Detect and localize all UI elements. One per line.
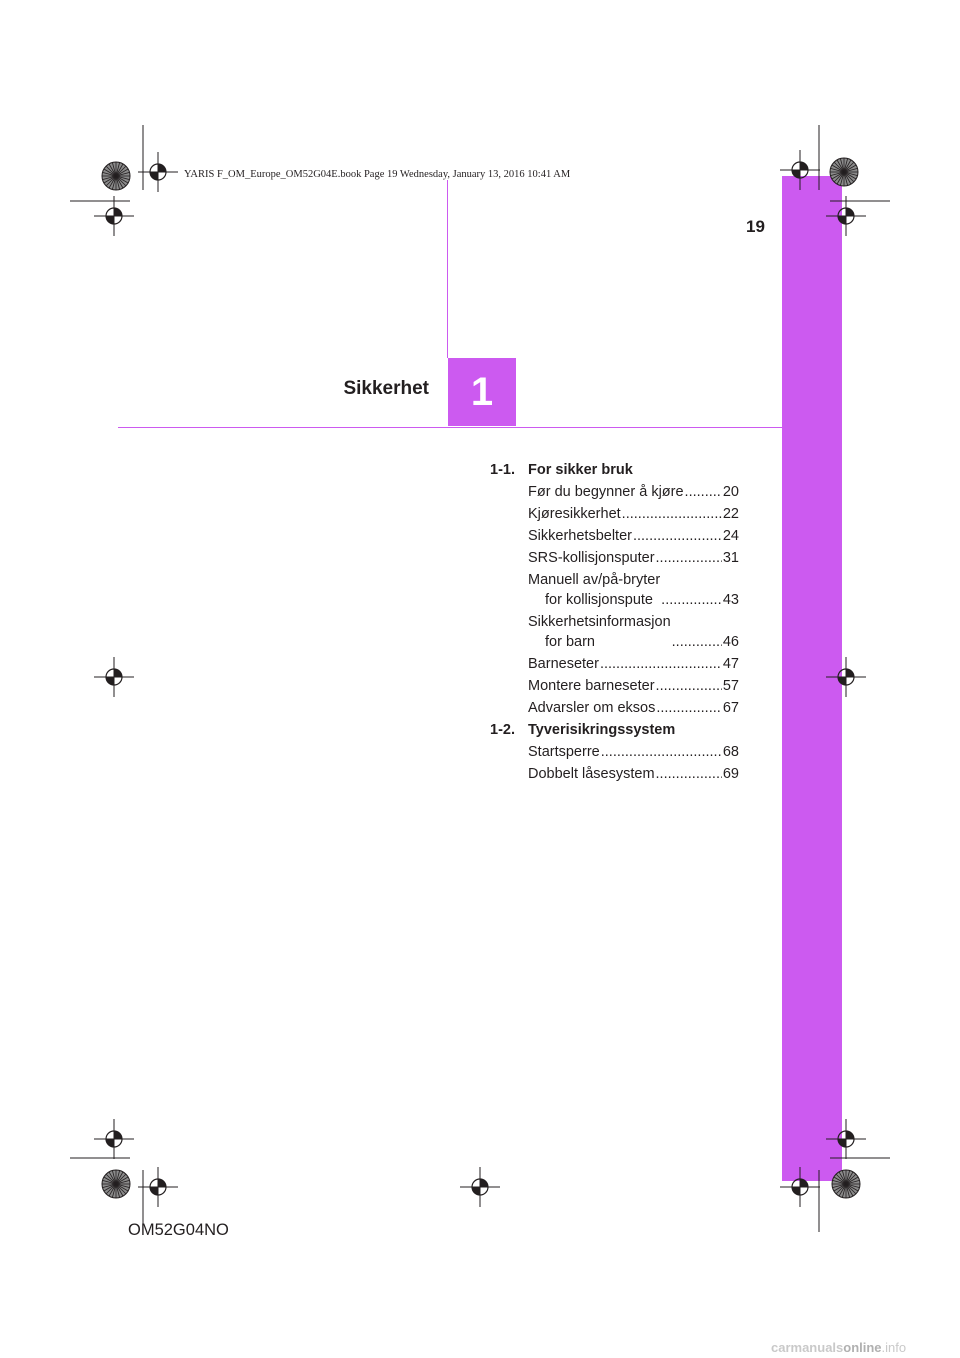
toc-entry-page: 47 [722,656,739,672]
watermark-prefix: carmanuals [771,1340,844,1355]
registration-target-quadrant [846,669,854,677]
toc-entry-line1: Montere barneseter [528,678,655,694]
registration-target-quadrant [150,1187,158,1195]
toc-entry-line2: for kollisjonspute [545,592,653,608]
registration-target-quadrant [792,1187,800,1195]
registration-target-quadrant [792,170,800,178]
watermark-tld: .info [881,1340,907,1355]
toc-entry-page: 57 [722,678,739,694]
registration-target-quadrant [114,1131,122,1139]
toc-entry-line1: Sikkerhetsbelter [528,528,632,544]
toc-entry-line2: for barn [545,634,595,650]
registration-starburst [102,162,130,190]
toc-entry-page: 43 [722,592,739,608]
registration-target-quadrant [158,164,166,172]
print-file-header: YARIS F_OM_Europe_OM52G04E.book Page 19 Wednesday, January 13, 2016 10:41 AM [184,169,571,180]
registration-starburst [832,1170,860,1198]
registration-target-quadrant [838,1139,846,1147]
toc-entry-line1: Startsperre [528,744,600,760]
registration-target-quadrant [800,162,808,170]
registration-target-quadrant [106,216,114,224]
registration-target-quadrant [106,677,114,685]
toc-section-title: Tyverisikringssystem [528,722,676,738]
registration-target-quadrant [472,1187,480,1195]
registration-target-quadrant [114,669,122,677]
toc-entry-line1: Dobbelt låsesystem [528,766,655,782]
registration-target-quadrant [106,1139,114,1147]
toc-entry-line1: Før du begynner å kjøre [528,484,684,500]
toc-entry-line1: Kjøresikkerhet [528,506,621,522]
registration-starburst [830,158,858,186]
registration-target-quadrant [158,1179,166,1187]
registration-target-quadrant [838,677,846,685]
toc-entry-page: 31 [722,550,739,566]
toc-entry-page: 46 [722,634,739,650]
registration-starburst [102,1170,130,1198]
toc-entry-line1: Sikkerhetsinformasjon [528,614,671,630]
registration-target-quadrant [480,1179,488,1187]
toc-entry-line1: Barneseter [528,656,599,672]
registration-target-quadrant [846,1131,854,1139]
watermark-domain: online [843,1340,882,1355]
registration-target-quadrant [800,1179,808,1187]
toc-section-title: For sikker bruk [528,462,633,478]
toc-entry-line1: SRS-kollisjonsputer [528,550,655,566]
toc-entry-page: 69 [722,766,739,782]
toc-entry-line1: Advarsler om eksos [528,700,656,716]
chapter-title: Sikkerhet [343,378,429,399]
page-number: 19 [746,217,765,236]
toc-entry-page: 67 [722,700,739,716]
toc-section-number: 1-1. [490,462,515,478]
registration-target-quadrant [846,208,854,216]
registration-target-quadrant [114,208,122,216]
chapter-number: 1 [470,369,494,414]
toc-entry-line1: Manuell av/på-bryter [528,572,661,588]
toc-entry-page: 68 [722,744,739,760]
toc-section-number: 1-2. [490,722,515,738]
toc-entry-page: 22 [722,506,739,522]
registration-target-quadrant [838,216,846,224]
document-code: OM52G04NO [128,1221,229,1239]
toc-entry-page: 20 [722,484,739,500]
toc-entry-page: 24 [722,528,739,544]
registration-target-quadrant [150,172,158,180]
